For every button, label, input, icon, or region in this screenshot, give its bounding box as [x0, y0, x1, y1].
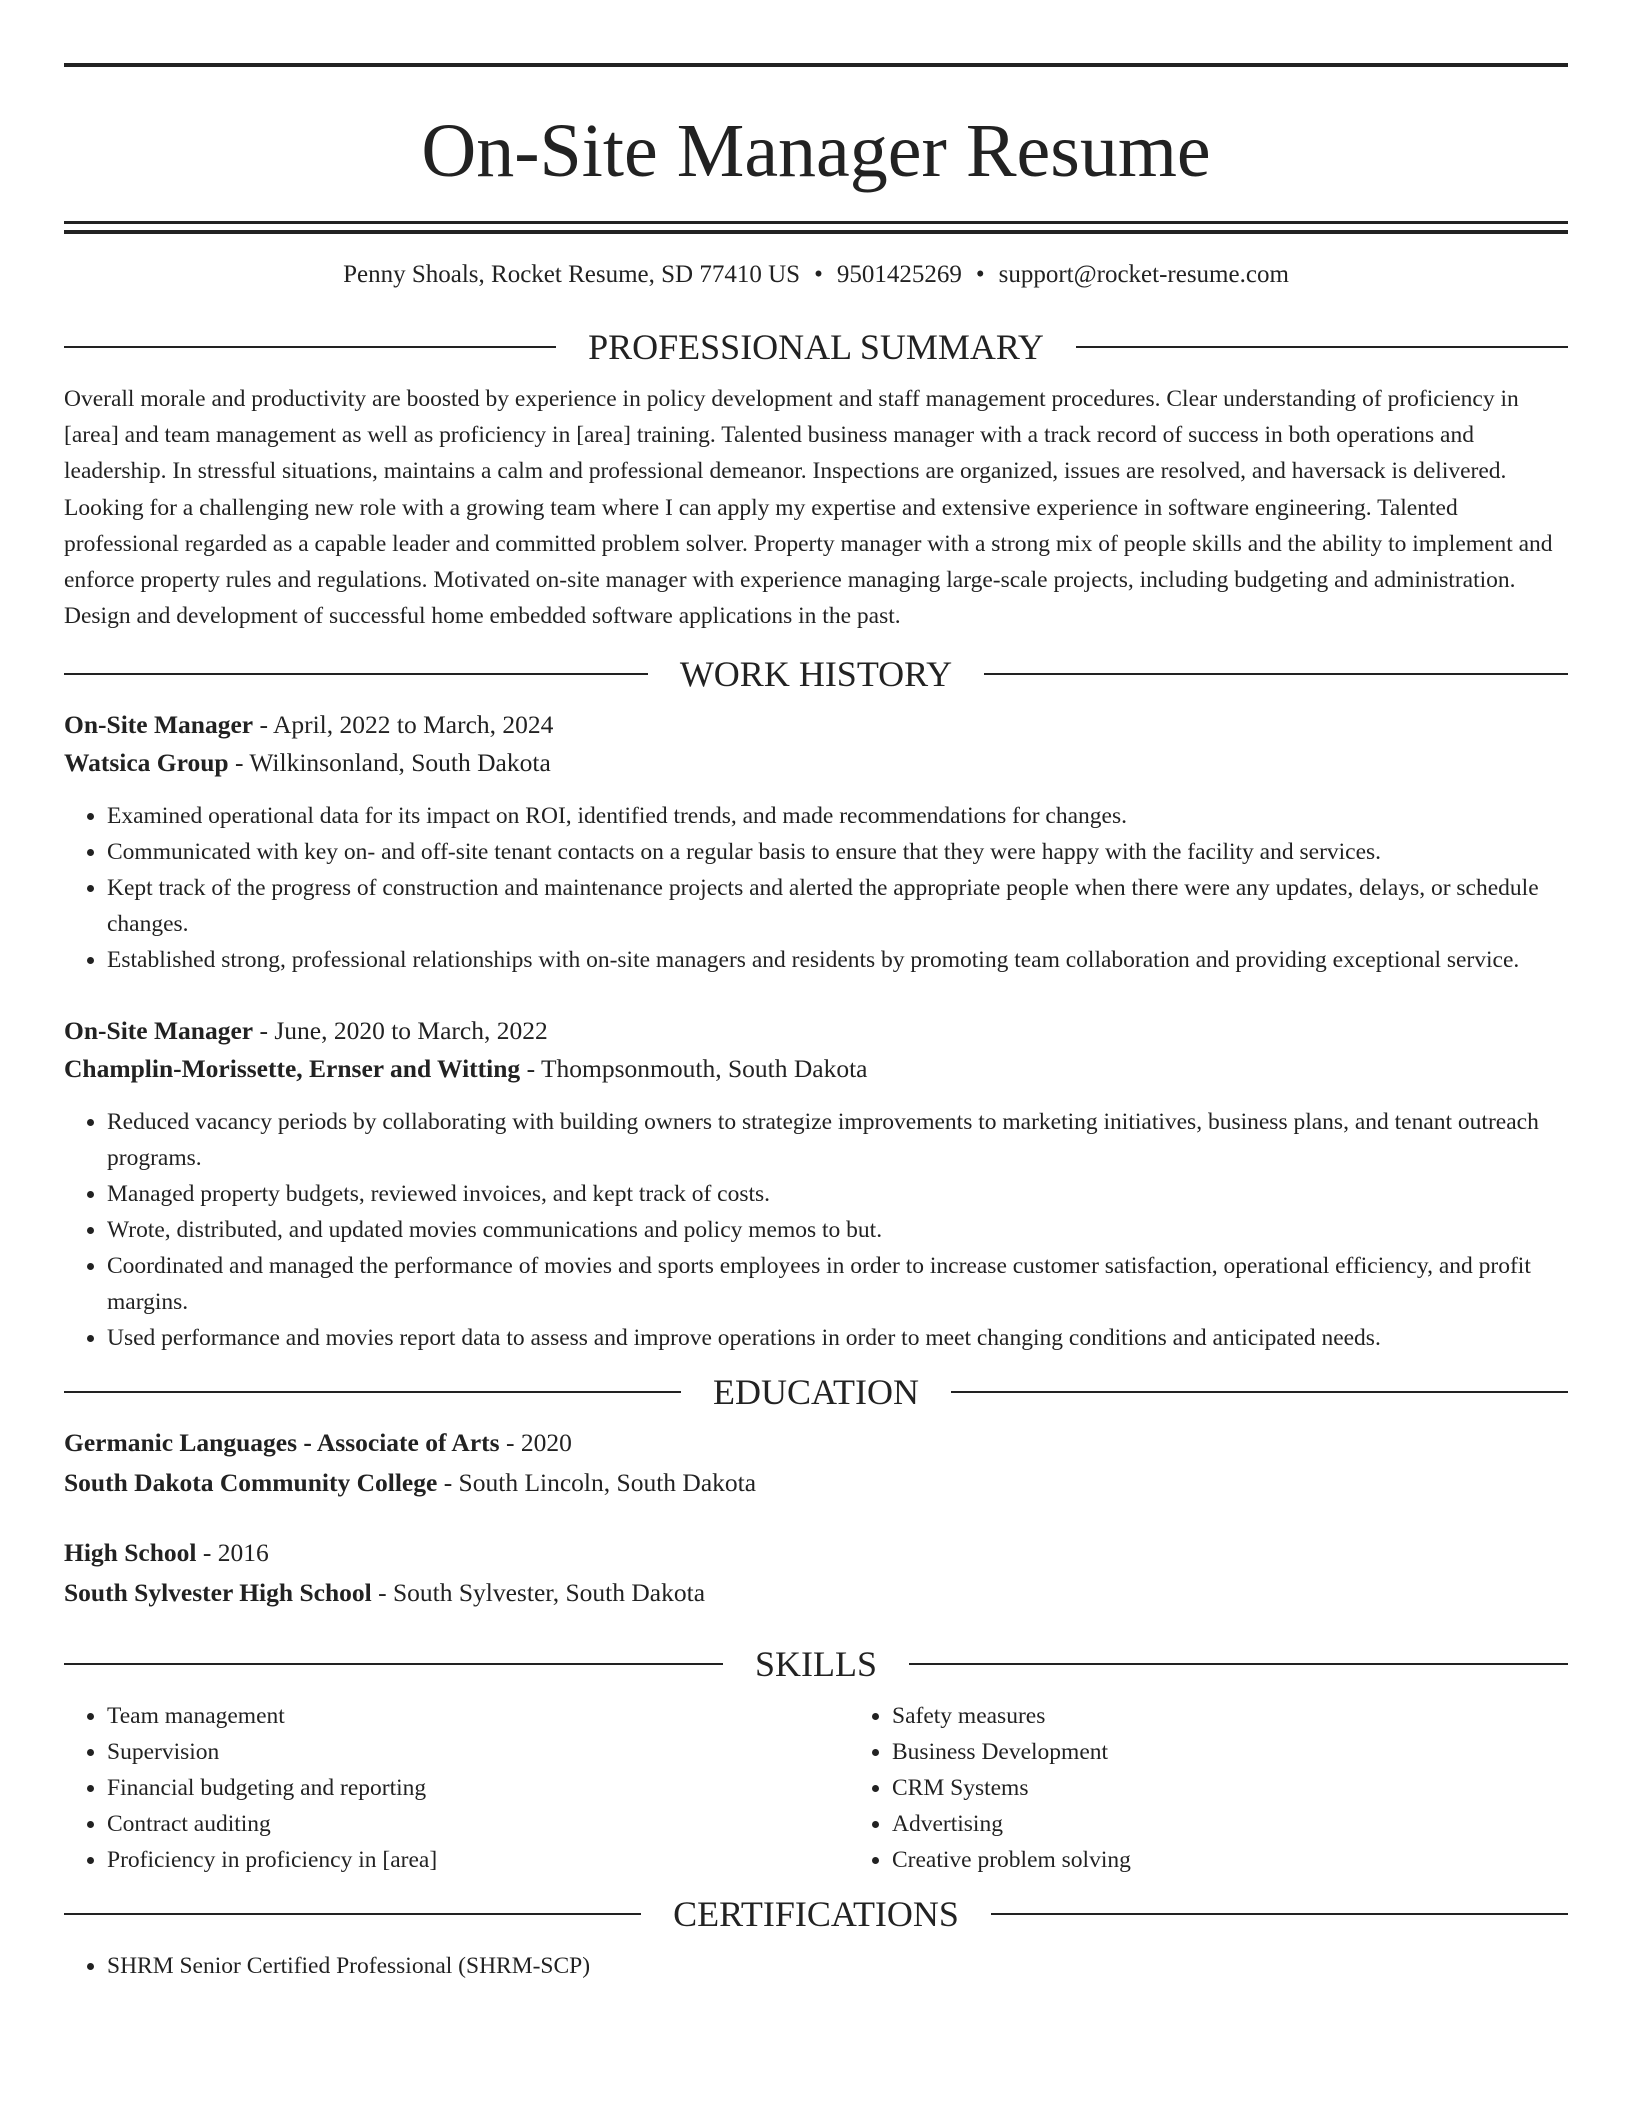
section-rule: [64, 1391, 681, 1393]
job-title-line: [64, 1012, 1568, 1050]
contact-line: [64, 258, 1568, 292]
skill-item: • Creative problem solving: [892, 1842, 1632, 1878]
education-school: South Dakota Community College: [64, 1468, 438, 1498]
certification-item: • SHRM Senior Certified Professional (SHRM-SCP): [107, 1948, 1568, 1984]
section-header-summary: [64, 325, 1568, 369]
skills-columns: [64, 1698, 1568, 1878]
job-dates: - April, 2022 to March, 2024: [253, 710, 554, 740]
job-bullets: [64, 1104, 1568, 1356]
section-rule: [991, 1913, 1568, 1915]
list-item: • Managed property budgets, reviewed invoices, and kept track of costs.: [107, 1176, 1568, 1212]
job-entry: [64, 1012, 1568, 1356]
job-company: Watsica Group: [64, 748, 229, 778]
certifications-list: [64, 1948, 1568, 1984]
education-entry: [64, 1534, 1568, 1612]
section-header-work: [64, 652, 1568, 696]
skill-item: • Business Development: [892, 1734, 1632, 1770]
list-item: • Kept track of the progress of construction and maintenance projects and alerted the appropriate people when there were any updates, delays, or schedule changes.: [107, 870, 1568, 942]
job-title: On-Site Manager: [64, 1016, 254, 1046]
section-rule: [64, 673, 648, 675]
job-location: - Wilkinsonland, South Dakota: [228, 748, 551, 778]
title-double-rule: [64, 221, 1568, 234]
list-item: • Coordinated and managed the performance of movies and sports employees in order to increase customer satisfaction, operational efficiency, and profit margins.: [107, 1248, 1568, 1320]
list-item: • Examined operational data for its impact on ROI, identified trends, and made recommendations for changes.: [107, 798, 1568, 834]
education-school-line: [64, 1464, 1568, 1502]
contact-phone: 9501425269: [836, 261, 962, 288]
skill-item: • Contract auditing: [107, 1806, 849, 1842]
skill-item: • Proficiency in proficiency in [area]: [107, 1842, 849, 1878]
job-company-line: [64, 744, 1568, 782]
education-degree-line: [64, 1534, 1568, 1572]
education-location: - South Sylvester, South Dakota: [371, 1578, 706, 1608]
list-item: • Established strong, professional relationships with on-site managers and residents by promoting team collaboration and providing exceptional service.: [107, 942, 1568, 978]
education-degree: Germanic Languages - Associate of Arts: [64, 1428, 500, 1458]
education-school: South Sylvester High School: [64, 1578, 372, 1608]
section-title: CERTIFICATIONS: [673, 1894, 959, 1935]
education-entry: [64, 1424, 1568, 1502]
education-degree: High School: [64, 1538, 197, 1568]
skills-list-left: [64, 1698, 849, 1878]
list-item: • Communicated with key on- and off-site tenant contacts on a regular basis to ensure that they were happy with the facility and services.: [107, 834, 1568, 870]
list-item: • Used performance and movies report data to assess and improve operations in order to meet changing conditions and anticipated needs.: [107, 1320, 1568, 1356]
section-title: EDUCATION: [713, 1372, 919, 1413]
section-rule: [1076, 346, 1568, 348]
section-header-skills: [64, 1642, 1568, 1686]
section-rule: [951, 1391, 1568, 1393]
skill-item: • CRM Systems: [892, 1770, 1632, 1806]
contact-email: support@rocket-resume.com: [998, 261, 1289, 288]
section-rule: [909, 1663, 1568, 1665]
section-rule: [64, 1913, 641, 1915]
job-company-line: [64, 1050, 1568, 1088]
skills-list-right: [849, 1698, 1632, 1878]
skill-item: • Safety measures: [892, 1698, 1632, 1734]
job-bullets: [64, 798, 1568, 978]
section-rule: [64, 1663, 723, 1665]
job-company: Champlin-Morissette, Ernser and Witting: [64, 1054, 521, 1084]
job-entry: [64, 706, 1568, 978]
section-title: WORK HISTORY: [679, 654, 953, 695]
top-rule: [64, 63, 1568, 67]
skill-item: • Advertising: [892, 1806, 1632, 1842]
list-item: • Reduced vacancy periods by collaborating with building owners to strategize improvements to marketing initiatives, business plans, and tenant outreach programs.: [107, 1104, 1568, 1176]
section-title: PROFESSIONAL SUMMARY: [588, 327, 1044, 367]
section-title: SKILLS: [755, 1644, 878, 1685]
skill-item: • Team management: [107, 1698, 849, 1734]
contact-separator: •: [814, 261, 823, 288]
job-title: On-Site Manager: [64, 710, 254, 740]
education-school-line: [64, 1574, 1568, 1612]
resume-page: [64, 0, 1568, 1984]
page-title: On-Site Manager Resume: [421, 109, 1211, 193]
skill-item: • Financial budgeting and reporting: [107, 1770, 849, 1806]
contact-separator: •: [975, 261, 985, 288]
section-header-education: [64, 1370, 1568, 1414]
section-rule: [64, 346, 556, 348]
education-year: - 2020: [499, 1428, 572, 1458]
job-location: - Thompsonmouth, South Dakota: [520, 1054, 868, 1084]
contact-address: Penny Shoals, Rocket Resume, SD 77410 US: [343, 261, 801, 288]
education-year: - 2016: [196, 1538, 269, 1568]
list-item: • Wrote, distributed, and updated movies communications and policy memos to but.: [107, 1212, 1568, 1248]
job-title-line: [64, 706, 1568, 744]
section-rule: [984, 673, 1568, 675]
education-degree-line: [64, 1424, 1568, 1462]
section-header-certifications: [64, 1892, 1568, 1936]
education-location: - South Lincoln, South Dakota: [437, 1468, 757, 1498]
job-dates: - June, 2020 to March, 2022: [253, 1016, 548, 1046]
skill-item: • Supervision: [107, 1734, 849, 1770]
summary-paragraph: Overall morale and productivity are boosted by experience in policy development and staff management procedures. Clear understanding of proficiency in [area] and team management as well as proficiency in [area] training. Talented business manager with a track record of success in both operations and leadership. In stressful situations, maintains a calm and professional demeanor. Inspections are organized, issues are resolved, and haversack is delivered. Looking for a challenging new role with a growing team where I can apply my expertise and extensive experience in software engineering. Talented professional regarded as a capable leader and committed problem solver. Property manager with a strong mix of people skills and the ability to implement and enforce property rules and regulations. Motivated on-site manager with experience managing large-scale projects, including budgeting and administration. Design and development of successful home embedded software applications in the past.: [64, 386, 1553, 630]
